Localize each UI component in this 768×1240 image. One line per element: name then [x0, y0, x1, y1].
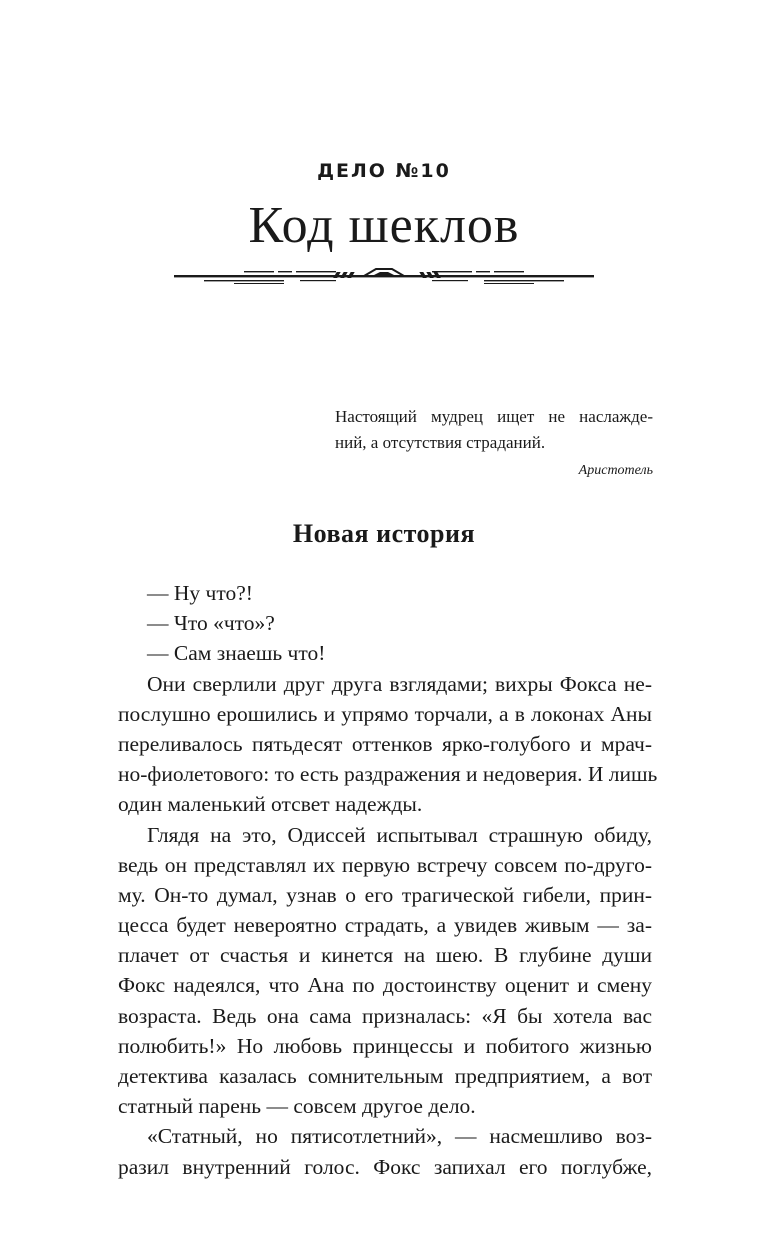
text-line: цесса будет невероятно страдать, а увидев живым — за-: [118, 913, 652, 938]
text-line: Глядя на это, Одиссей испытывал страшную обиду,: [147, 822, 652, 847]
text-line: ведь он представлял их первую встречу совсем по-друго-: [118, 852, 652, 877]
text-line: разил внутренний голос. Фокс запихал его поглубже,: [118, 1154, 652, 1179]
text-line: Они сверлили друг друга взглядами; вихры Фокса не-: [147, 671, 652, 696]
text-line: но-фиолетового: то есть раздражения и недоверия. И лишь: [118, 762, 658, 787]
text-line: му. Он-то думал, узнав о его трагической гибели, прин-: [118, 882, 652, 907]
text-line: послушно ерошились и упрямо торчали, а в локонах Аны: [118, 701, 652, 726]
text-line: статный парень — совсем другое дело.: [118, 1094, 476, 1119]
text-line: Фокс надеялся, что Ана по достоинству оценит и смену: [118, 973, 652, 998]
text-line: возраста. Ведь она сама призналась: «Я бы хотела вас: [118, 1003, 652, 1028]
section-title: Новая история: [292, 519, 476, 548]
text-line: «Статный, но пятисотлетний», — насмешливо воз-: [147, 1124, 652, 1149]
text-line: переливалось пятьдесят оттенков ярко-голубого и мрач-: [118, 731, 652, 756]
text-line: полюбить!» Но любовь принцессы и побитого жизнью: [118, 1033, 652, 1058]
text-line: — Что «что»?: [147, 611, 275, 636]
text-line: один маленький отсвет надежды.: [118, 792, 423, 817]
case-number: ДЕЛО №10: [317, 160, 451, 182]
chapter-title: Код шеклов: [248, 197, 520, 254]
epigraph-author: Аристотель: [578, 463, 653, 478]
text-line: — Сам знаешь что!: [147, 641, 326, 666]
epigraph: [335, 404, 653, 456]
text-line: детектива казалась сомнительным предприятием, а вот: [118, 1064, 652, 1088]
epigraph-line: Настоящий мудрец ищет не наслажде-: [335, 407, 653, 426]
text-line: плачет от счастья и кинется на шею. В глубине души: [118, 943, 652, 968]
epigraph-line: ний, а отсутствия страданий.: [335, 433, 546, 452]
ornament-divider: [174, 268, 594, 286]
text-line: — Ну что?!: [147, 581, 253, 605]
body-text: [118, 578, 658, 1182]
